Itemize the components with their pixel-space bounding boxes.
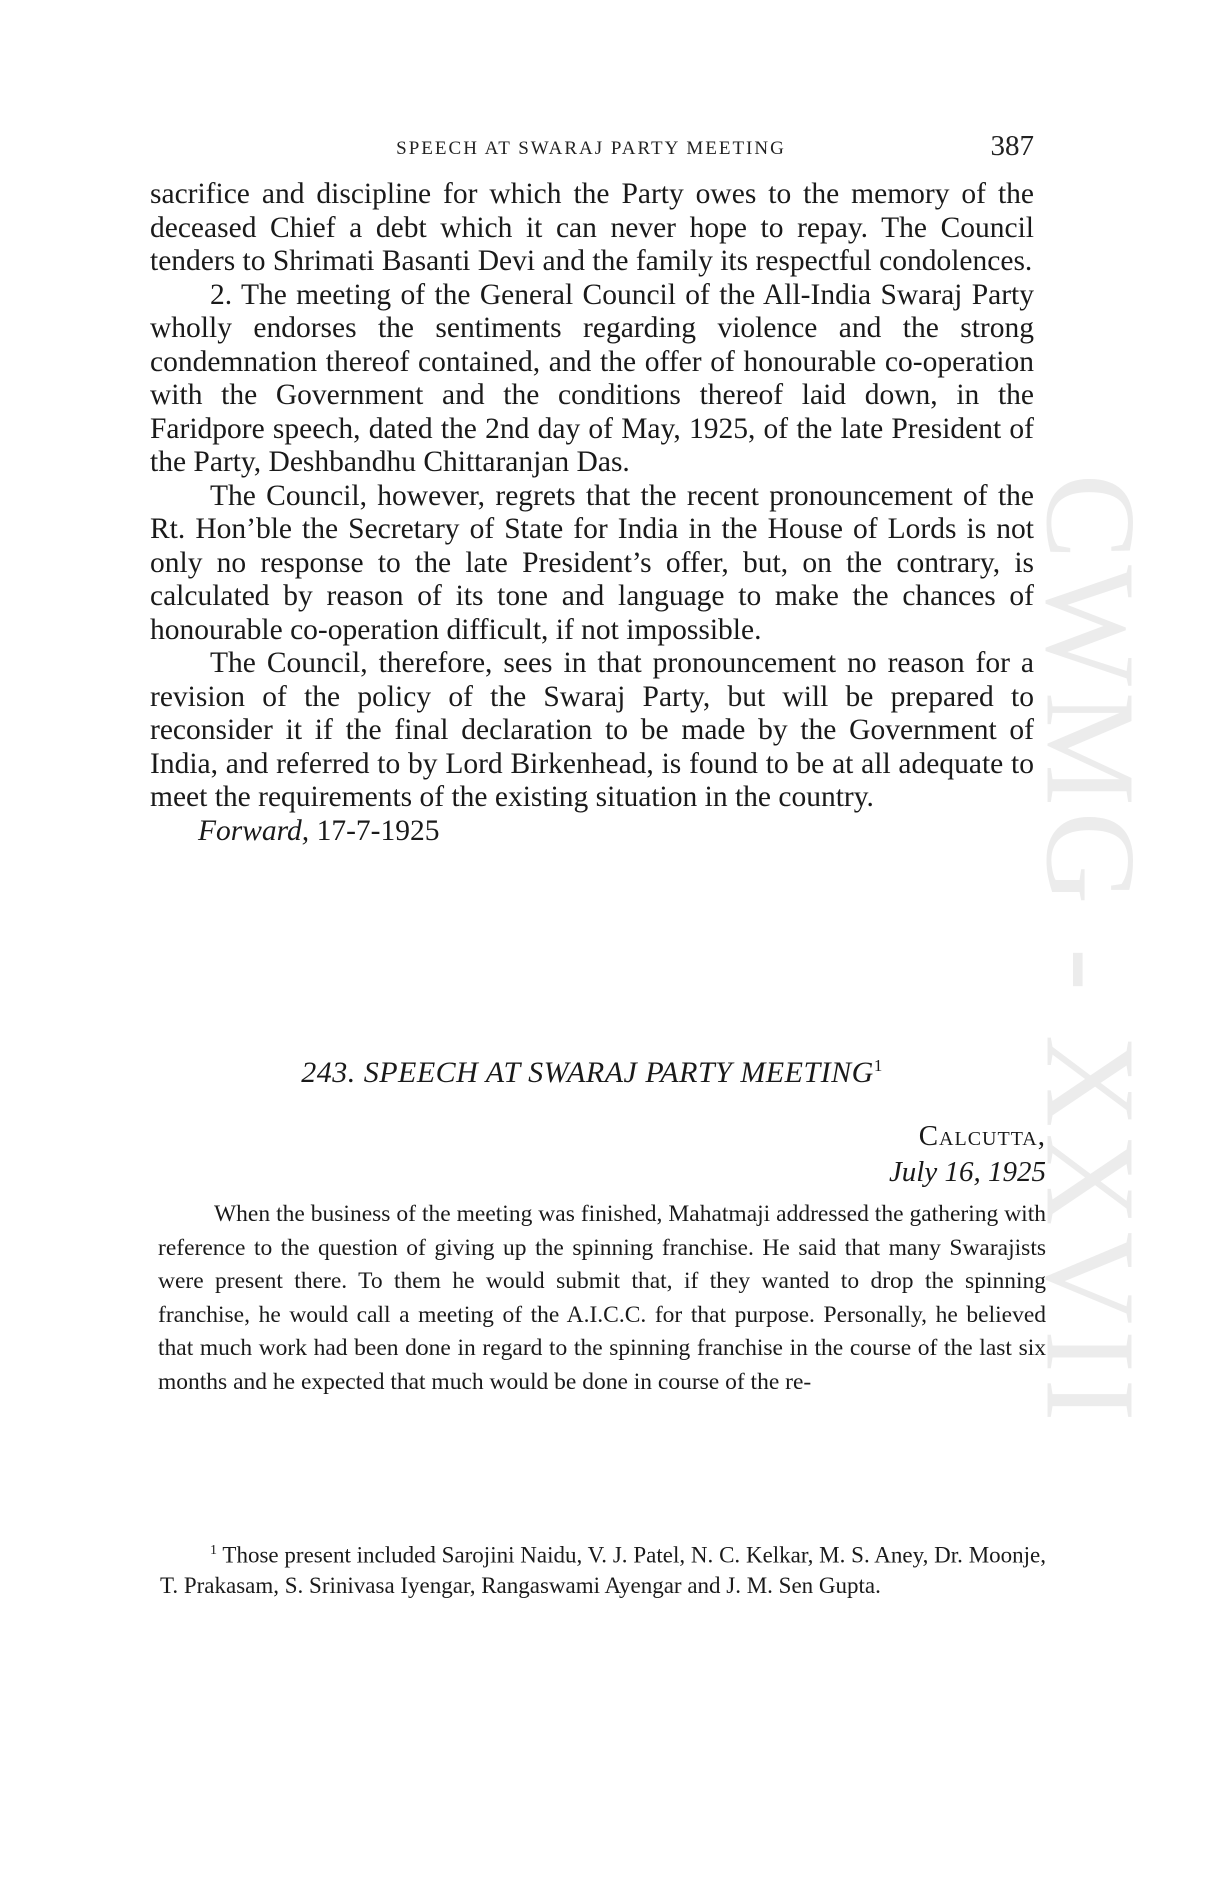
source-name: Forward, [198, 814, 310, 847]
watermark-text: CWMG - XXVII [1019, 473, 1162, 1427]
paragraph-council-therefore: The Council, therefore, sees in that pronouncement no reason for a revision of the policy of the Swaraj Party, but will be prepared to reconsider it if the final declaration to be made by the Government of India, and referred to by Lord Birkenhead, is found to be at all adequate to meet the requirements of the existing situation in the country. [150, 647, 1034, 813]
footnote [160, 1536, 1046, 1601]
footnote-paragraph [160, 1536, 1046, 1601]
footnote-marker: 1 [210, 1543, 217, 1558]
main-text [150, 178, 1034, 848]
report-paragraph: When the business of the meeting was finished, Mahatmaji addressed the gathering with reference to the question of giving up the spinning franchise. He said that many Swarajists were present there. To them he would submit that, if they wanted to drop the spinning franchise, he would call a meeting of the A.I.C.C. for that purpose. Personally, he believed that much work had been done in regard to the spinning franchise in the course of the last six months and he expected that much would be done in course of the re- [158, 1201, 1046, 1395]
running-header [148, 130, 1034, 170]
paragraph-resolution-2: 2. The meeting of the General Council of the All-India Swaraj Party wholly endorses the sentiments regarding violence and the strong condemnation thereof contained, and the offer of honourable co-operation with the Government and the conditions thereof laid down, in the Faridpore speech, dated the 2nd day of May, 1925, of the late President of the Party, Deshbandhu Chittaranjan Das. [150, 278, 1034, 478]
heading-footnote-marker: 1 [873, 1056, 883, 1075]
speech-report [158, 1198, 1046, 1399]
source-citation [198, 815, 1034, 849]
source-date: 17-7-1925 [316, 814, 440, 847]
paragraph-council-regrets: The Council, however, regrets that the recent pronouncement of the Rt. Hon’ble the Secretary of State for India in the House of Lords is not only no response to the late President’s offer, but, on the contrary, is calculated by reason of its tone and language to make the chances of honourable co-operation difficult, if not impossible. [150, 479, 1034, 646]
dateline-date: July 16, 1925 [888, 1156, 1046, 1188]
running-title: SPEECH AT SWARAJ PARTY MEETING [396, 138, 786, 159]
section-title: 243. SPEECH AT SWARAJ PARTY MEETING [301, 1056, 874, 1089]
section-heading [150, 1056, 1034, 1090]
watermark [1019, 420, 1162, 1480]
page-number: 387 [990, 130, 1034, 162]
footnote-text: Those present included Sarojini Naidu, V. J. Patel, N. C. Kelkar, M. S. Aney, Dr. Moonje, T. Prakasam, S. Srinivasa Iyengar, Rangaswami Ayengar and J. M. Sen Gupta. [160, 1542, 1047, 1598]
dateline-place: Calcutta, [918, 1120, 1046, 1152]
dateline [760, 1118, 1046, 1190]
paragraph-continuation: sacrifice and discipline for which the Party owes to the memory of the deceased Chief a debt which it can never hope to repay. The Council tenders to Shrimati Basanti Devi and the family its respectful condolences. [150, 178, 1034, 277]
